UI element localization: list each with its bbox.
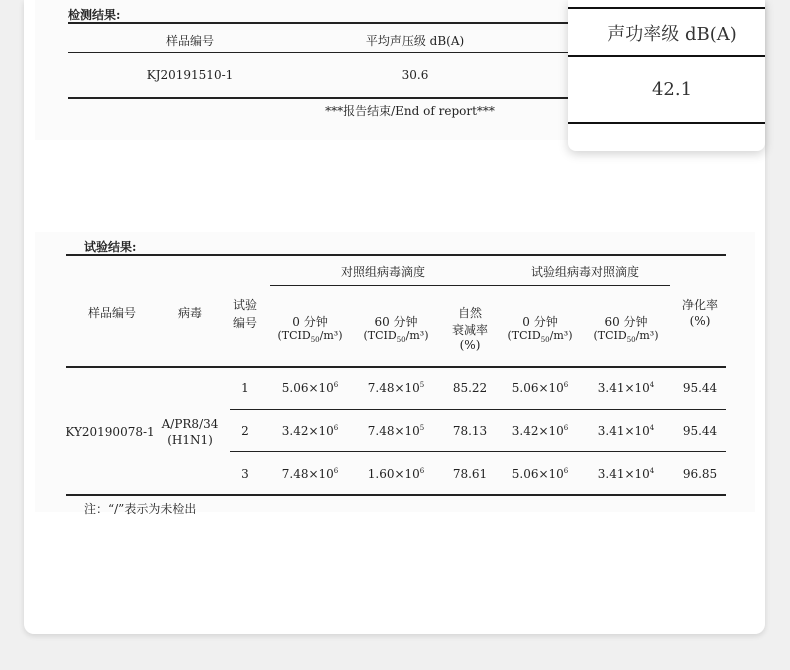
- cell-test-0min: [512, 467, 569, 481]
- unit-m3: /m³): [405, 329, 429, 342]
- unit-tcid: (TCID: [277, 329, 311, 342]
- col-test-60min-unit: [593, 329, 659, 345]
- unit-sub: 50: [310, 336, 320, 345]
- cell-mantissa: 5.06×10: [511, 467, 564, 481]
- cell-test-0min: [512, 381, 569, 395]
- cell-natural-decay: 85.22: [452, 381, 488, 395]
- rule-top-2: [68, 52, 568, 53]
- unit-m3: /m³): [549, 329, 573, 342]
- unit-sub: 50: [626, 336, 636, 345]
- cell-exponent: 6: [563, 381, 569, 389]
- end-of-report: ***报告结束/End of report***: [325, 104, 495, 118]
- cell-mantissa: 3.41×10: [597, 467, 650, 481]
- cell-test-no: 1: [241, 381, 249, 395]
- cell-mantissa: 3.41×10: [597, 424, 650, 438]
- cell-exponent: 5: [419, 424, 425, 432]
- unit-sub: 50: [540, 336, 550, 345]
- cell-mantissa: 7.48×10: [367, 424, 420, 438]
- sound-power-value: 42.1: [651, 79, 693, 100]
- cell-mantissa: 3.42×10: [281, 424, 334, 438]
- cell-mantissa: 3.41×10: [597, 381, 650, 395]
- header-avg-sound-level: 平均声压级 dB(A): [365, 34, 465, 48]
- group-test-header: 试验组病毒对照滴度: [530, 265, 640, 279]
- top-sample-id: KJ20191510-1: [146, 68, 234, 82]
- cell-natural-decay: 78.61: [452, 467, 488, 481]
- cell-mantissa: 7.48×10: [367, 381, 420, 395]
- col-test-no-1: 试验: [232, 298, 258, 312]
- unit-m3: /m³): [319, 329, 343, 342]
- cell-natural-decay: 78.13: [452, 424, 488, 438]
- cell-mantissa: 1.60×10: [367, 467, 420, 481]
- cell-exponent: 6: [333, 381, 339, 389]
- cell-test-60min: [598, 467, 655, 481]
- col-test-0min-unit: [507, 329, 573, 345]
- cell-exponent: 6: [333, 467, 339, 475]
- cell-control-0min: [282, 424, 339, 438]
- cell-exponent: 5: [419, 381, 425, 389]
- col-control-60min-unit: [363, 329, 429, 345]
- col-test-60min-1: 60 分钟: [604, 315, 648, 329]
- cell-test-no: 2: [241, 424, 249, 438]
- test-results-title: 试验结果:: [84, 240, 137, 254]
- col-purify-rate-2: (%): [689, 314, 711, 328]
- cell-exponent: 6: [563, 424, 569, 432]
- detection-results-title: 检测结果:: [68, 8, 121, 22]
- sound-power-header: 声功率级 dB(A): [607, 24, 737, 45]
- cell-test-60min: [598, 381, 655, 395]
- table-note: 注：“/”表示为未检出: [84, 502, 197, 516]
- cell-control-0min: [282, 467, 339, 481]
- col-test-no-2: 编号: [232, 316, 258, 330]
- cell-exponent: 6: [419, 467, 425, 475]
- rule-group-underline: [270, 285, 670, 286]
- cell-exponent: 6: [563, 467, 569, 475]
- cell-control-60min: [368, 467, 425, 481]
- unit-tcid: (TCID: [593, 329, 627, 342]
- group-control-header: 对照组病毒滴度: [340, 265, 426, 279]
- col-sample-id: 样品编号: [87, 306, 137, 320]
- unit-m3: /m³): [635, 329, 659, 342]
- col-control-0min-1: 0 分钟: [292, 315, 328, 329]
- cell-test-0min: [512, 424, 569, 438]
- col-test-0min-1: 0 分钟: [522, 315, 558, 329]
- cell-test-no: 3: [241, 467, 249, 481]
- cell-control-60min: [368, 381, 425, 395]
- popup-rule-2: [568, 55, 765, 57]
- cell-mantissa: 5.06×10: [511, 381, 564, 395]
- virus-name-1: A/PR8/34: [161, 417, 219, 431]
- rule-row-1: [230, 409, 726, 410]
- cell-purify-rate: 95.44: [682, 381, 718, 395]
- cell-purify-rate: 96.85: [682, 467, 718, 481]
- rule-results-bottom: [66, 494, 726, 496]
- cell-mantissa: 5.06×10: [281, 381, 334, 395]
- cell-control-0min: [282, 381, 339, 395]
- cell-test-60min: [598, 424, 655, 438]
- avg-sound-level-value: 30.6: [401, 68, 429, 82]
- col-purify-rate-1: 净化率: [681, 298, 719, 312]
- virus-name-2: (H1N1): [167, 433, 213, 447]
- sound-power-popup: [568, 0, 765, 151]
- cell-purify-rate: 95.44: [682, 424, 718, 438]
- cell-exponent: 4: [649, 381, 655, 389]
- popup-rule-3: [568, 122, 765, 124]
- col-control-60min-1: 60 分钟: [374, 315, 418, 329]
- unit-tcid: (TCID: [507, 329, 541, 342]
- cell-exponent: 6: [333, 424, 339, 432]
- rule-results-top: [66, 254, 726, 256]
- cell-control-60min: [368, 424, 425, 438]
- header-sample-id: 样品编号: [165, 34, 215, 48]
- col-natural-decay-1: 自然: [457, 306, 483, 320]
- popup-rule-1: [568, 7, 765, 9]
- unit-tcid: (TCID: [363, 329, 397, 342]
- col-natural-decay-3: (%): [459, 338, 481, 352]
- rule-top-3: [68, 97, 568, 99]
- rule-row-2: [230, 451, 726, 452]
- unit-sub: 50: [396, 336, 406, 345]
- results-sample-id: KY20190078-1: [65, 425, 155, 439]
- col-virus: 病毒: [177, 306, 203, 320]
- rule-top-1: [68, 22, 568, 24]
- rule-header-bottom: [66, 366, 726, 368]
- cell-exponent: 4: [649, 467, 655, 475]
- cell-mantissa: 7.48×10: [281, 467, 334, 481]
- cell-exponent: 4: [649, 424, 655, 432]
- col-natural-decay-2: 衰减率: [451, 323, 489, 337]
- cell-mantissa: 3.42×10: [511, 424, 564, 438]
- col-control-0min-unit: [277, 329, 343, 345]
